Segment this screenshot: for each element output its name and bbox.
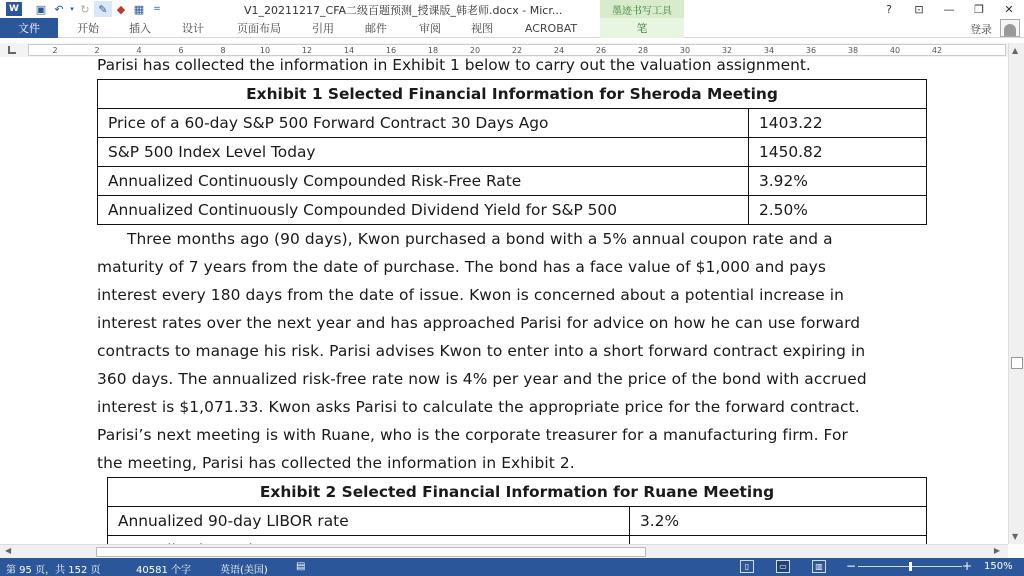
table-cell-value: 2.50% [749, 196, 927, 225]
ruler-number: 20 [469, 46, 481, 55]
print-layout-icon[interactable]: ▭ [776, 560, 790, 573]
ruler-number: 10 [259, 46, 271, 55]
horizontal-ruler[interactable] [28, 44, 1006, 56]
table-cell-label: Price of a 60-day S&P 500 Forward Contract 30 Days Ago [98, 109, 749, 138]
scroll-right-icon[interactable]: ▶ [993, 546, 1000, 555]
horizontal-scrollbar[interactable] [0, 544, 1008, 558]
body-line: interest is $1,071.33. Kwon asks Parisi to calculate the appropriate price for the forward contract. [97, 398, 860, 416]
tab-stop-selector-icon[interactable] [8, 46, 16, 54]
ruler-number: 6 [178, 46, 184, 55]
ruler-number: 2 [52, 46, 58, 55]
title-bar [0, 0, 1024, 18]
ruler-number: 4 [136, 46, 142, 55]
ruler-number: 8 [220, 46, 226, 55]
ruler-number: 24 [553, 46, 565, 55]
close-button[interactable]: ✕ [1004, 2, 1014, 16]
exhibit-2-title: Exhibit 2 Selected Financial Information for Ruane Meeting [108, 478, 927, 507]
page-count[interactable]: 第 95 页，共 152 页 [6, 565, 101, 576]
exhibit-1-table [97, 79, 927, 225]
tab-file[interactable]: 文件 [0, 18, 58, 38]
tab-page-layout[interactable]: 页面布局 [237, 22, 281, 35]
ruler-number: 42 [931, 46, 943, 55]
ribbon-display-options-button[interactable]: ⊡ [914, 2, 924, 16]
body-line: the meeting, Parisi has collected the information in Exhibit 2. [97, 454, 575, 472]
undo-icon[interactable]: ↶ [54, 2, 64, 16]
maximize-button[interactable]: ❐ [974, 2, 984, 16]
exhibit-1-title: Exhibit 1 Selected Financial Information for Sheroda Meeting [98, 80, 927, 109]
sign-in-link[interactable]: 登录 [970, 23, 992, 36]
body-line: interest rates over the next year and has approached Parisi for advice on how he can use forward [97, 314, 861, 332]
language-indicator[interactable]: 英语(美国) [220, 565, 268, 576]
avatar[interactable] [1000, 19, 1020, 37]
vertical-scroll-thumb[interactable] [1011, 357, 1023, 369]
zoom-out-icon[interactable]: − [846, 559, 857, 573]
word-app-icon: W [6, 2, 22, 16]
ruler-number: 28 [637, 46, 649, 55]
layout-icon[interactable]: ▦ [133, 2, 145, 16]
eraser-icon[interactable]: ◆ [116, 2, 126, 16]
ruler-number: 30 [679, 46, 691, 55]
zoom-level[interactable]: 150% [984, 561, 1013, 572]
body-line: Parisi’s next meeting is with Ruane, who is the corporate treasurer for a manufacturing firm. For [97, 426, 848, 444]
table-cell-label: Annualized Continuously Compounded Risk-Free Rate [98, 167, 749, 196]
ruler-number: 2 [94, 46, 100, 55]
ribbon-tab-bar [0, 18, 1024, 38]
body-line: 360 days. The annualized risk-free rate now is 4% per year and the price of the bond with accrued [97, 370, 867, 388]
ruler-number: 40 [889, 46, 901, 55]
table-row [108, 507, 927, 536]
document-viewport[interactable] [0, 57, 1008, 544]
ruler-number: 34 [763, 46, 775, 55]
table-cell-value: 1450.82 [749, 138, 927, 167]
status-bar [0, 558, 1024, 576]
tab-references[interactable]: 引用 [312, 22, 334, 35]
ink-tools-context-label: 墨迹书写工具 [600, 0, 684, 18]
ruler-number: 26 [595, 46, 607, 55]
table-row [98, 196, 927, 225]
tab-design[interactable]: 设计 [182, 22, 204, 35]
document-page[interactable] [0, 57, 1008, 544]
tab-pen[interactable]: 笔 [600, 18, 684, 38]
user-icon [1004, 24, 1016, 36]
table-cell-label: Annualized Continuously Compounded Dividend Yield for S&P 500 [98, 196, 749, 225]
body-line: contracts to manage his risk. Parisi advises Kwon to enter into a short forward contract expiring in [97, 342, 866, 360]
tab-mailings[interactable]: 邮件 [365, 22, 387, 35]
ruler-number: 14 [343, 46, 355, 55]
body-line: interest every 180 days from the date of issue. Kwon is concerned about a potential increase in [97, 286, 845, 304]
ruler-row [0, 43, 1024, 57]
customize-toolbar-icon[interactable]: = [153, 4, 161, 14]
scroll-down-icon[interactable]: ▼ [1012, 532, 1019, 541]
table-row [98, 109, 927, 138]
macro-record-icon[interactable]: ▤ [296, 561, 306, 572]
web-layout-icon[interactable]: ▥ [812, 560, 826, 573]
help-button[interactable]: ? [886, 2, 892, 16]
table-row [98, 167, 927, 196]
ruler-number: 38 [847, 46, 859, 55]
tab-insert[interactable]: 插入 [129, 22, 151, 35]
table-cell-value: 3.2% [630, 507, 927, 536]
ruler-number: 18 [427, 46, 439, 55]
save-icon[interactable]: ▣ [35, 2, 47, 16]
table-cell-value: 3.92% [749, 167, 927, 196]
ruler-number: 36 [805, 46, 817, 55]
horizontal-scroll-thumb[interactable] [96, 547, 646, 557]
table-cell-label: S&P 500 Index Level Today [98, 138, 749, 167]
scroll-left-icon[interactable]: ◀ [5, 546, 12, 555]
word-count[interactable]: 40581 个字 [136, 565, 191, 576]
ruler-number: 22 [511, 46, 523, 55]
ruler-number: 12 [301, 46, 313, 55]
table-cell-label: Annualized 90-day LIBOR rate [108, 507, 630, 536]
ruler-number: 32 [721, 46, 733, 55]
tab-acrobat[interactable]: ACROBAT [524, 21, 578, 35]
table-row [98, 138, 927, 167]
read-mode-icon[interactable]: ▯ [740, 560, 754, 573]
zoom-in-icon[interactable]: + [962, 559, 973, 573]
scroll-up-icon[interactable]: ▲ [1012, 46, 1019, 55]
intro-paragraph: Parisi has collected the information in Exhibit 1 below to carry out the valuation assignment. [97, 56, 811, 74]
vertical-scrollbar[interactable] [1008, 43, 1024, 544]
pen-icon[interactable]: ✎ [94, 1, 112, 17]
tab-review[interactable]: 审阅 [419, 22, 441, 35]
minimize-button[interactable]: — [943, 2, 955, 16]
body-line: maturity of 7 years from the date of purchase. The bond has a face value of $1,000 and pays [97, 258, 827, 276]
document-title: V1_20211217_CFA二级百题预测_授课版_韩老师.docx - Micr... [244, 4, 563, 17]
table-cell-value: 1403.22 [749, 109, 927, 138]
tab-view[interactable]: 视图 [471, 22, 493, 35]
undo-dropdown-icon[interactable]: ▾ [70, 5, 74, 13]
zoom-slider-knob[interactable] [909, 562, 912, 571]
tab-home[interactable]: 开始 [77, 22, 99, 35]
redo-icon[interactable]: ↻ [80, 2, 90, 16]
window-controls [874, 0, 1024, 18]
ruler-number: 16 [385, 46, 397, 55]
body-line: Three months ago (90 days), Kwon purchased a bond with a 5% annual coupon rate and a [97, 230, 833, 248]
